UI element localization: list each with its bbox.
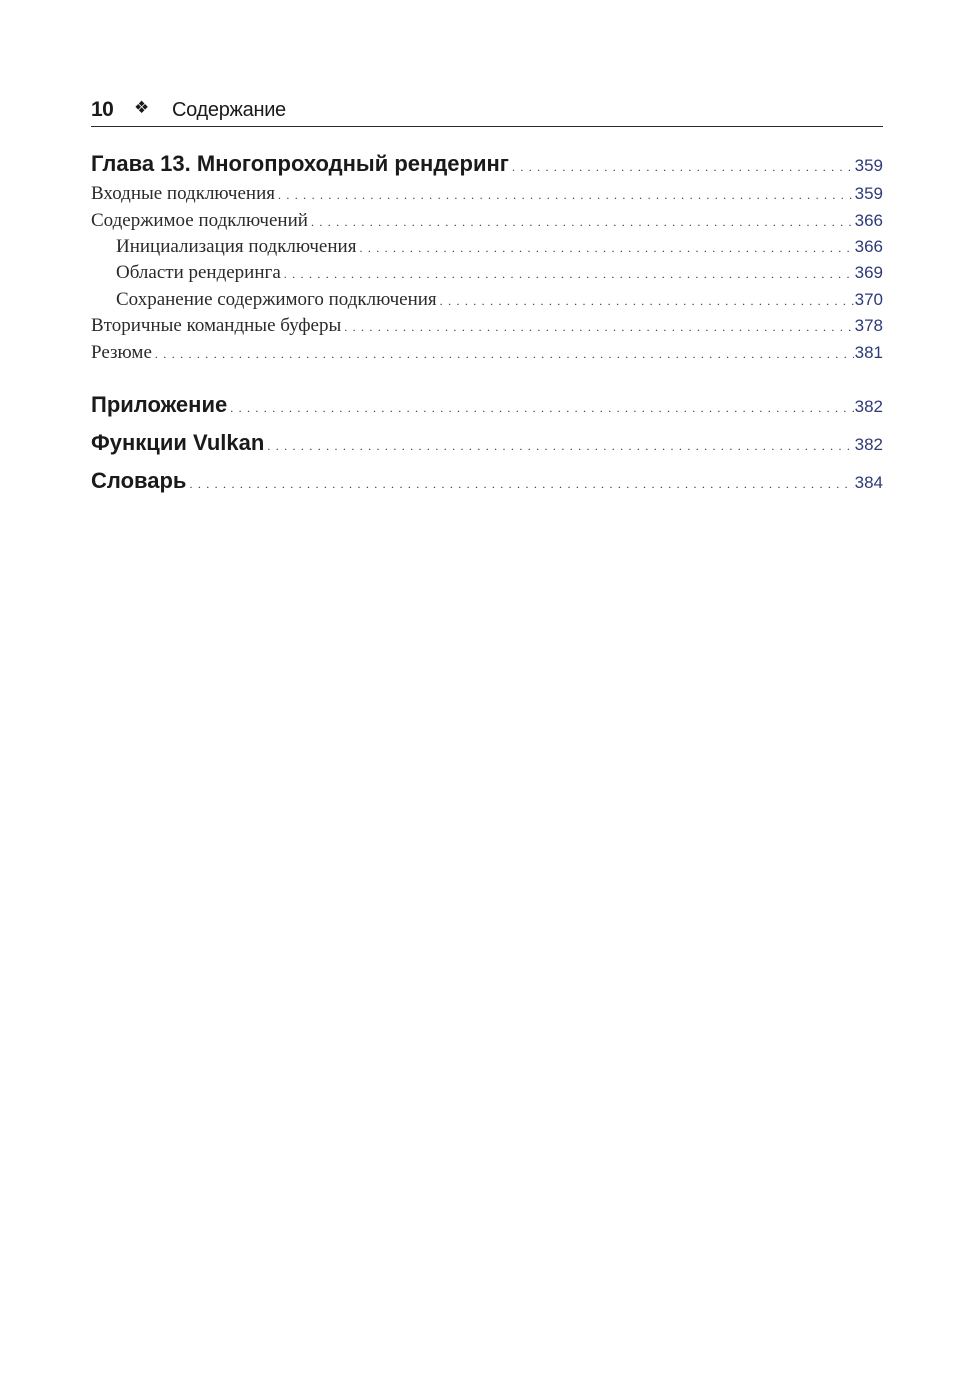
toc-entry-attachment-contents[interactable] [91, 210, 883, 232]
leader-dots [189, 477, 853, 492]
toc-entry-label: Инициализация подключения [116, 236, 357, 257]
toc-entry-label: Сохранение содержимого подключения [116, 289, 437, 310]
leader-dots [311, 215, 854, 230]
toc-entry-appendix[interactable] [91, 392, 883, 418]
leader-dots [512, 160, 854, 175]
toc-entry-page: 378 [854, 316, 883, 335]
toc-entry-page: 370 [854, 290, 883, 309]
toc-entry-page: 359 [854, 184, 883, 203]
toc-entry-page: 359 [854, 156, 883, 175]
toc-entry-secondary-command-buffers[interactable] [91, 315, 883, 337]
toc-entry-page: 382 [854, 435, 883, 454]
fleuron-ornament-icon: ❖ [134, 98, 150, 118]
leader-dots [344, 320, 853, 335]
toc-entry-label: Резюме [91, 342, 152, 363]
running-section-title: Содержание [172, 99, 286, 121]
toc-entry-label: Функции Vulkan [91, 430, 265, 455]
leader-dots [440, 294, 854, 309]
toc-entry-glossary[interactable] [91, 468, 883, 494]
leader-dots [267, 439, 853, 454]
toc-entry-render-areas[interactable] [91, 262, 883, 284]
toc-entry-label: Содержимое подключений [91, 210, 308, 231]
toc-entry-chapter-13[interactable] [91, 151, 883, 177]
leader-dots [359, 241, 853, 256]
page-number: 10 [91, 98, 114, 121]
running-header [91, 96, 883, 127]
toc-entry-page: 384 [854, 473, 883, 492]
toc-entry-preserving-attachment-contents[interactable] [91, 289, 883, 311]
leader-dots [278, 188, 854, 203]
toc-entry-label: Приложение [91, 392, 228, 417]
toc-entry-page: 369 [854, 263, 883, 282]
leader-dots [230, 401, 853, 416]
toc-entry-label: Вторичные командные буферы [91, 315, 342, 336]
toc-entry-label: Словарь [91, 468, 187, 493]
toc-entry-page: 366 [854, 237, 883, 256]
toc-entry-page: 382 [854, 397, 883, 416]
toc-entry-page: 366 [854, 211, 883, 230]
toc-entry-label: Глава 13. Многопроходный рендеринг [91, 151, 509, 176]
toc-entry-page: 381 [854, 343, 883, 362]
leader-dots [284, 267, 854, 282]
toc-entry-input-attachments[interactable] [91, 183, 883, 205]
toc-entry-attachment-initialization[interactable] [91, 236, 883, 258]
toc-entry-label: Области рендеринга [116, 262, 281, 283]
toc-entry-summary[interactable] [91, 342, 883, 364]
toc-entry-vulkan-functions[interactable] [91, 430, 883, 456]
leader-dots [155, 347, 854, 362]
toc-entry-label: Входные подключения [91, 183, 275, 204]
